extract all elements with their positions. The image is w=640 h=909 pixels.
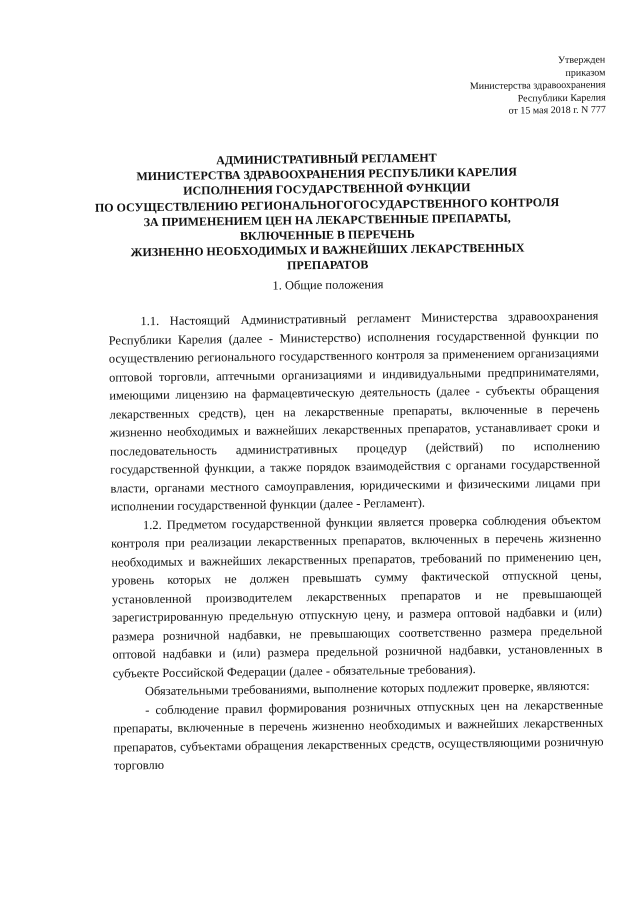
paragraph-dash-item: - соблюдение правил формирования розничных отпускных цен на лекарственные препараты, включенные в перечень жизненно необходимых и важнейших лекарственных препаратов, субъектами обращения лекарственных средств, осуществляющими розничную торговлю [113, 697, 604, 773]
title-line: ИСПОЛНЕНИЯ ГОСУДАРСТВЕННОЙ ФУНКЦИИ [183, 180, 471, 199]
title-line: АДМИНИСТРАТИВНЫЙ РЕГЛАМЕНТ [216, 150, 437, 168]
title-line: ЖИЗНЕННО НЕОБХОДИМЫХ И ВАЖНЕЙШИХ ЛЕКАРСТВЕННЫХ [130, 240, 525, 260]
approval-line: Министерства здравоохранения [469, 79, 606, 93]
paragraph-requirements: Обязательными требованиями, выполнение которых подлежит проверке, являются: [144, 678, 590, 699]
paragraph-1-1: 1.1. Настоящий Административный регламент Министерства здравоохранения Республики Карелия (далее - Министерство) исполнения государственной функции по осуществлению регионального государственного контроля за применением организациями оптовой торговли, аптечными организациями и индивидуальными предпринимателями, имеющими лицензию на фармацевтическую деятельность (далее - субъекты обращения лекарственных средств), цен на лекарственные препараты, включенные в перечень жизненно необходимых и важнейших лекарственных препаратов, устанавливает сроки и последовательность административных процедур (действий) по исполнению государственной функции, а также порядок взаимодействия с органами государственной власти, органами местного самоуправления, юридическими и физическими лицами при исполнении государственной функции (далее - Регламент). [108, 308, 601, 514]
title-line: МИНИСТЕРСТВА ЗДРАВООХРАНЕНИЯ РЕСПУБЛИКИ КАРЕЛИЯ [136, 164, 517, 184]
title-line: ПРЕПАРАТОВ [287, 257, 369, 273]
approval-date-line: от 15 мая 2018 г. N 777 [508, 104, 606, 117]
approval-stamp-block [345, 54, 606, 120]
paragraph-1-2: 1.2. Предметом государственной функции является проверка соблюдения объектом контроля при реализации лекарственных препаратов, включенных в перечень жизненно необходимых и важнейших лекарственных препаратов, требований по применению цен, уровень которых не должен превышать сумму фактической отпускной цены, установленной производителем лекарственных препаратов и не превышающей зарегистрированную предельную отпускную цену, и размера оптовой надбавки и (или) размера розничной надбавки, не превышающих соответственно размера предельной оптовой надбавки и (или) размера предельной розничной надбавки, установленных в субъекте Российской Федерации (далее - обязательные требования). [111, 512, 603, 681]
section-heading: 1. Общие положения [272, 277, 384, 293]
title-line: ВКЛЮЧЕННЫЕ В ПЕРЕЧЕНЬ [239, 226, 415, 243]
approval-line: Утвержден [557, 54, 606, 67]
approval-line: приказом [565, 66, 606, 79]
title-line: ПО ОСУЩЕСТВЛЕНИЮ РЕГИОНАЛЬНОГОГОСУДАРСТВЕННОГО КОНТРОЛЯ [94, 194, 560, 215]
document-body [108, 307, 604, 775]
document-title [56, 149, 597, 277]
approval-line: Республики Карелия [517, 91, 606, 105]
title-line: ЗА ПРИМЕНЕНИЕМ ЦЕН НА ЛЕКАРСТВЕННЫЕ ПРЕПАРАТЫ, [143, 210, 511, 229]
